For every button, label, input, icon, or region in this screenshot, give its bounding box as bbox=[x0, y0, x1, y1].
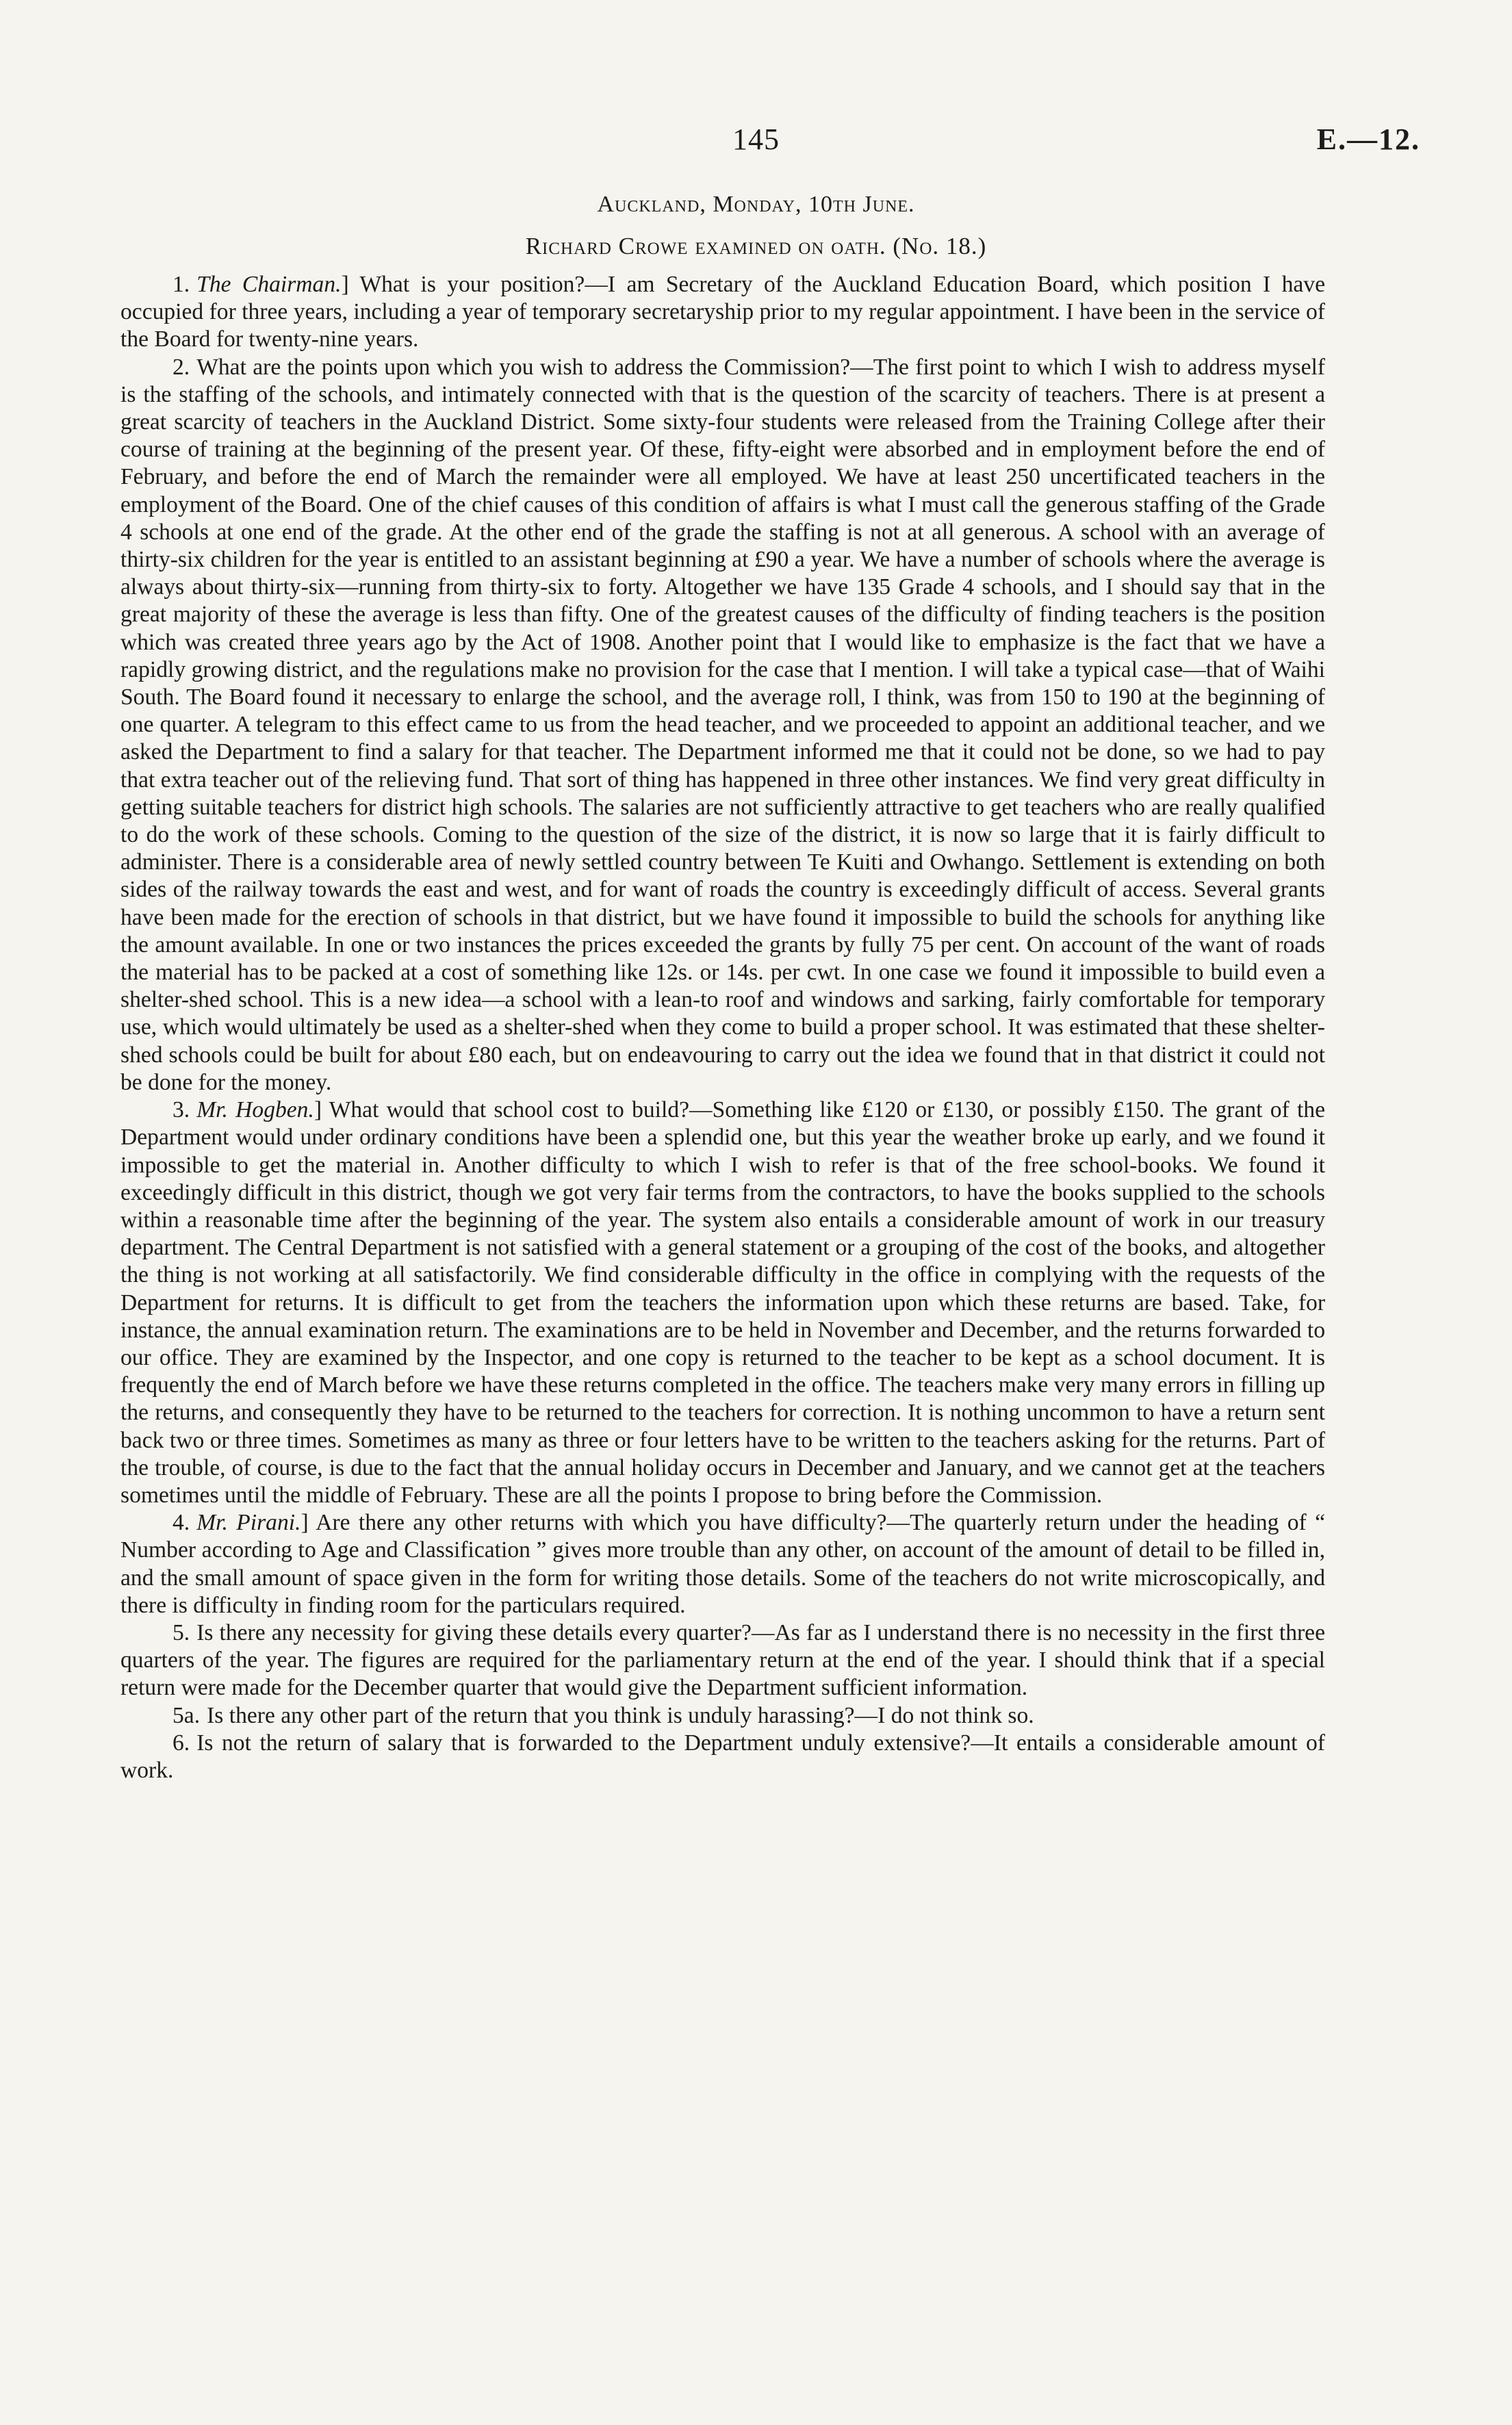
question-number: 5a. bbox=[172, 1702, 201, 1728]
speaker-name: The Chairman. bbox=[196, 272, 342, 297]
paragraph-text: Is there any other part of the return that you think is unduly harassing?—I do not think so. bbox=[207, 1702, 1034, 1728]
page-number: 145 bbox=[732, 123, 780, 156]
question-number: 3. bbox=[172, 1097, 190, 1123]
paragraph-text: ] Are there any other returns with which you have difficulty?—The quarterly return under the heading of “ Number according to Age and Classification ” gives more trouble than any other, on account of the amount of detail to be filled in, and the small amount of space given in the form for writing those details. Some of the teachers do not write microscopically, and there is difficulty in finding room for the particulars required. bbox=[120, 1510, 1325, 1618]
paragraph-text: Is there any necessity for giving these details every quarter?—As far as I understand there is no necessity in the first three quarters of the year. The figures are required for the parliamentary return at the end of the year. I should think that if a special return were made for the December quarter that would give the Department sufficient information. bbox=[120, 1619, 1325, 1701]
witness-name: Richard Crowe bbox=[525, 233, 689, 259]
report-code: E.—12. bbox=[1316, 123, 1420, 156]
testimony-paragraph-5 bbox=[120, 1619, 1325, 1702]
testimony-body bbox=[120, 271, 1325, 1784]
question-number: 1. bbox=[172, 272, 190, 297]
paragraph-text: What are the points upon which you wish to address the Commission?—The first point to which I wish to address myself is the staffing of the schools, and intimately connected with that is the question of the scarcity of teachers. There is at present a great scarcity of teachers in the Auckland District. Some sixty-four students were released from the Training College after their course of training at the beginning of the present year. Of these, fifty-eight were absorbed and in employment before the end of February, and before the end of March the remainder were all employed. We have at least 250 uncertificated teachers in the employment of the Board. One of the chief causes of this condition of affairs is what I must call the generous staffing of the Grade 4 schools at one end of the grade. At the other end of the grade the staffing is not at all generous. A school with an average of thirty-six children for the year is entitled to an assistant beginning at £90 a year. We have a number of schools where the average is always about thirty-six—running from thirty-six to forty. Altogether we have 135 Grade 4 schools, and I should say that in the great majority of these the average is less than fifty. One of the greatest causes of the difficulty of finding teachers is the position which was created three years ago by the Act of 1908. Another point that I would like to emphasize is the fact that we have a rapidly growing district, and the regulations make no provision for the case that I mention. I will take a typical case—that of Waihi South. The Board found it necessary to enlarge the school, and the average roll, I think, was from 150 to 190 at the beginning of one quarter. A telegram to this effect came to us from the head teacher, and we proceeded to appoint an additional teacher, and we asked the Department to find a salary for that teacher. The Department informed me that it could not be done, so we had to pay that extra teacher out of the relieving fund. That sort of thing has happened in three other instances. We find very great difficulty in getting suitable teachers for district high schools. The salaries are not sufficiently attractive to get teachers who are really qualified to do the work of these schools. Coming to the question of the size of the district, it is now so large that it is fairly difficult to administer. There is a considerable area of newly settled country between Te Kuiti and Owhango. Settlement is extending on both sides of the railway towards the east and west, and for want of roads the country is exceedingly difficult of access. Several grants have been made for the erection of schools in that district, but we have found it impossible to build the schools for anything like the amount available. In one or two instances the prices exceeded the grants by fully 75 per cent. On account of the want of roads the material has to be packed at a cost of something like 12s. or 14s. per cwt. In one case we found it impossible to build even a shelter-shed school. This is a new idea—a school with a lean-to roof and windows and sarking, fairly comfortable for temporary use, which would ultimately be used as a shelter-shed when they come to build a proper school. It was estimated that these shelter-shed schools could be built for about £80 each, but on endeavouring to carry out the idea we found that in that district it could not be done for the money. bbox=[120, 354, 1325, 1095]
speaker-name: Mr. Hogben. bbox=[196, 1097, 314, 1123]
session-heading: Auckland, Monday, 10th June. bbox=[597, 192, 915, 217]
question-number: 2. bbox=[172, 354, 190, 380]
question-number: 5. bbox=[172, 1619, 190, 1645]
witness-heading bbox=[0, 233, 1512, 260]
testimony-paragraph-4 bbox=[120, 1509, 1325, 1619]
testimony-paragraph-5a bbox=[120, 1702, 1325, 1730]
speaker-name: Mr. Pirani. bbox=[196, 1510, 301, 1536]
testimony-paragraph-6 bbox=[120, 1730, 1325, 1784]
testimony-paragraph-2 bbox=[120, 354, 1325, 1096]
question-number: 6. bbox=[172, 1730, 190, 1756]
paragraph-text: ] What is your position?—I am Secretary of the Auckland Education Board, which position I have occupied for three years, including a year of temporary secretaryship prior to my regular appointment. I have been in the service of the Board for twenty-nine years. bbox=[120, 272, 1325, 352]
testimony-paragraph-3 bbox=[120, 1096, 1325, 1509]
paragraph-text: Is not the return of salary that is forwarded to the Department unduly extensive?—It entails a considerable amount of work. bbox=[120, 1730, 1325, 1783]
witness-suffix: examined on oath. (No. 18.) bbox=[688, 233, 987, 259]
paragraph-text: ] What would that school cost to build?—Something like £120 or £130, or possibly £150. The grant of the Department would under ordinary conditions have been a splendid one, but this year the weather broke up early, and we found it impossible to get the material in. Another difficulty to which I wish to refer is that of the free school-books. We found it exceedingly difficult in this district, though we got very fair terms from the contractors, to have the books supplied to the schools within a reasonable time after the beginning of the year. The system also entails a considerable amount of work in our treasury department. The Central Department is not satisfied with a general statement or a grouping of the cost of the books, and altogether the thing is not working at all satisfactorily. We find considerable difficulty in the office in complying with the requests of the Department for returns. It is difficult to get from the teachers the information upon which these returns are based. Take, for instance, the annual examination return. The examinations are to be held in November and December, and the returns forwarded to our office. They are examined by the Inspector, and one copy is returned to the teacher to be kept as a school document. It is frequently the end of March before we have these returns completed in the office. The teachers make very many errors in filling up the returns, and consequently they have to be returned to the teachers for correction. It is nothing uncommon to have a return sent back two or three times. Sometimes as many as three or four letters have to be written to the teachers asking for the returns. Part of the trouble, of course, is due to the fact that the annual holiday occurs in December and January, and we cannot get at the teachers sometimes until the middle of February. These are all the points I propose to bring before the Commission. bbox=[120, 1097, 1325, 1508]
question-number: 4. bbox=[172, 1510, 190, 1536]
testimony-paragraph-1 bbox=[120, 271, 1325, 354]
